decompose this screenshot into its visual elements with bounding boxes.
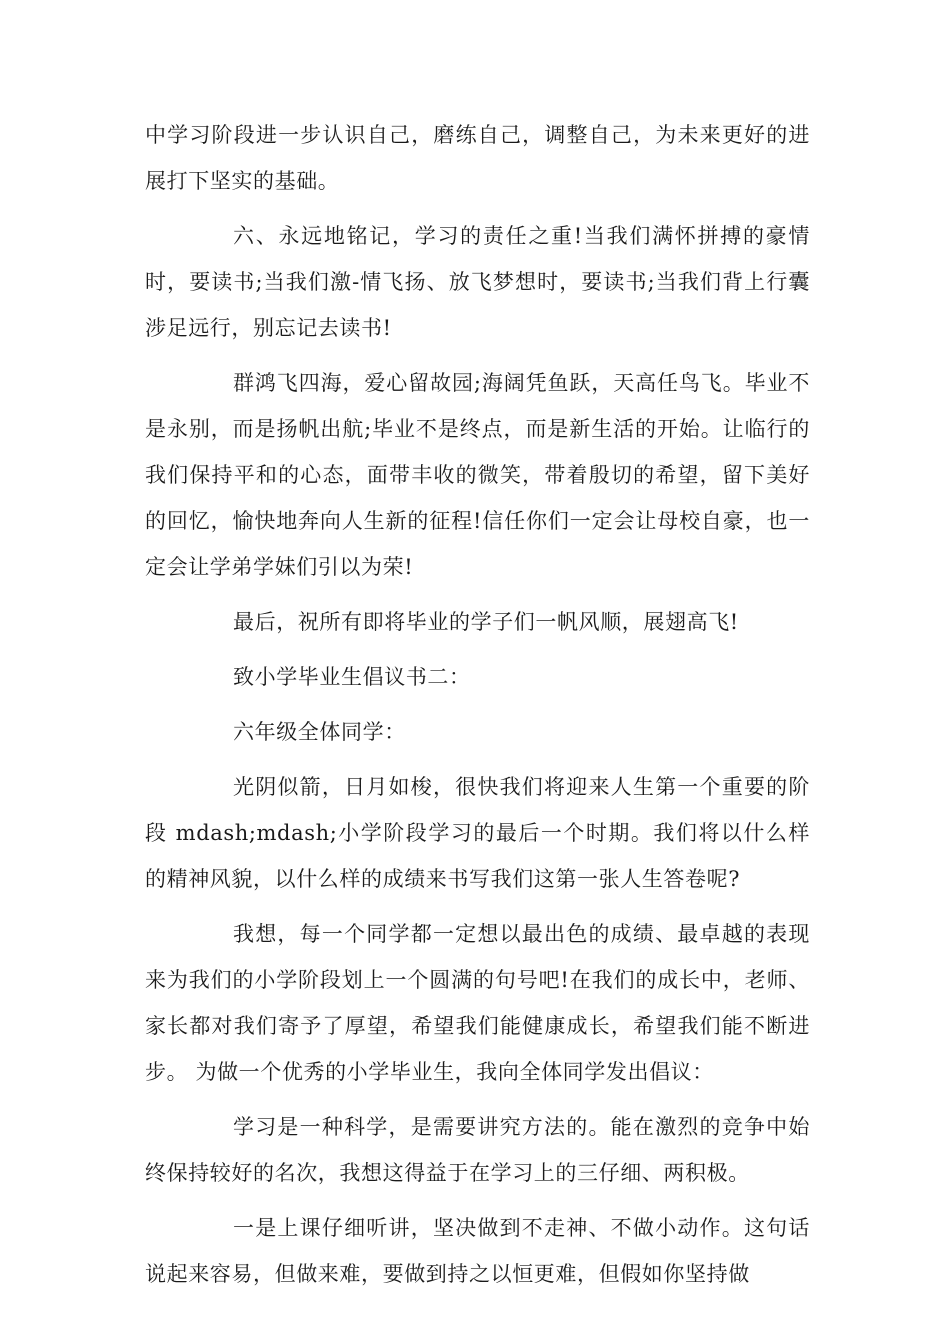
paragraph-6: 我想，每一个同学都一定想以最出色的成绩、最卓越的表现来为我们的小学阶段划上一个圆满的句号吧!在我们的成长中，老师、家长都对我们寄予了厚望，希望我们能健康成长，希望我们能不断进步。 为做一个优秀的小学毕业生，我向全体同学发出倡议： [145, 922, 810, 1084]
paragraph-5: 光阴似箭，日月如梭，很快我们将迎来人生第一个重要的阶段 mdash;mdash;小学阶段学习的最后一个时期。我们将以什么样的精神风貌，以什么样的成绩来书写我们这第一张人生答卷呢? [145, 775, 810, 891]
section-heading: 致小学毕业生倡议书二： [233, 665, 471, 689]
paragraph-3: 群鸿飞四海，爱心留故园;海阔凭鱼跃，天高任鸟飞。毕业不是永别，而是扬帆出航;毕业不是终点，而是新生活的开始。让临行的我们保持平和的心态，面带丰收的微笑，带着殷切的希望，留下美好的回忆，愉快地奔向人生新的征程!信任你们一定会让母校自豪，也一定会让学弟学妹们引以为荣! [145, 371, 810, 579]
document-body [145, 112, 810, 1306]
salutation: 六年级全体同学： [233, 720, 406, 744]
paragraph-7: 学习是一种科学，是需要讲究方法的。能在激烈的竞争中始终保持较好的名次，我想这得益于在学习上的三仔细、两积极。 [145, 1115, 810, 1185]
paragraph-8: 一是上课仔细听讲，坚决做到不走神、不做小动作。这句话说起来容易，但做来难，要做到持之以恒更难，但假如你坚持做 [145, 1216, 810, 1286]
paragraph-1: 中学习阶段进一步认识自己，磨练自己，调整自己，为未来更好的进展打下坚实的基础。 [145, 123, 810, 193]
paragraph-4: 最后，祝所有即将毕业的学子们一帆风顺，展翅高飞! [233, 610, 739, 634]
paragraph-2: 六、永远地铭记，学习的责任之重!当我们满怀拼搏的豪情时，要读书;当我们激-情飞扬、放飞梦想时，要读书;当我们背上行囊涉足远行，别忘记去读书! [145, 224, 810, 340]
